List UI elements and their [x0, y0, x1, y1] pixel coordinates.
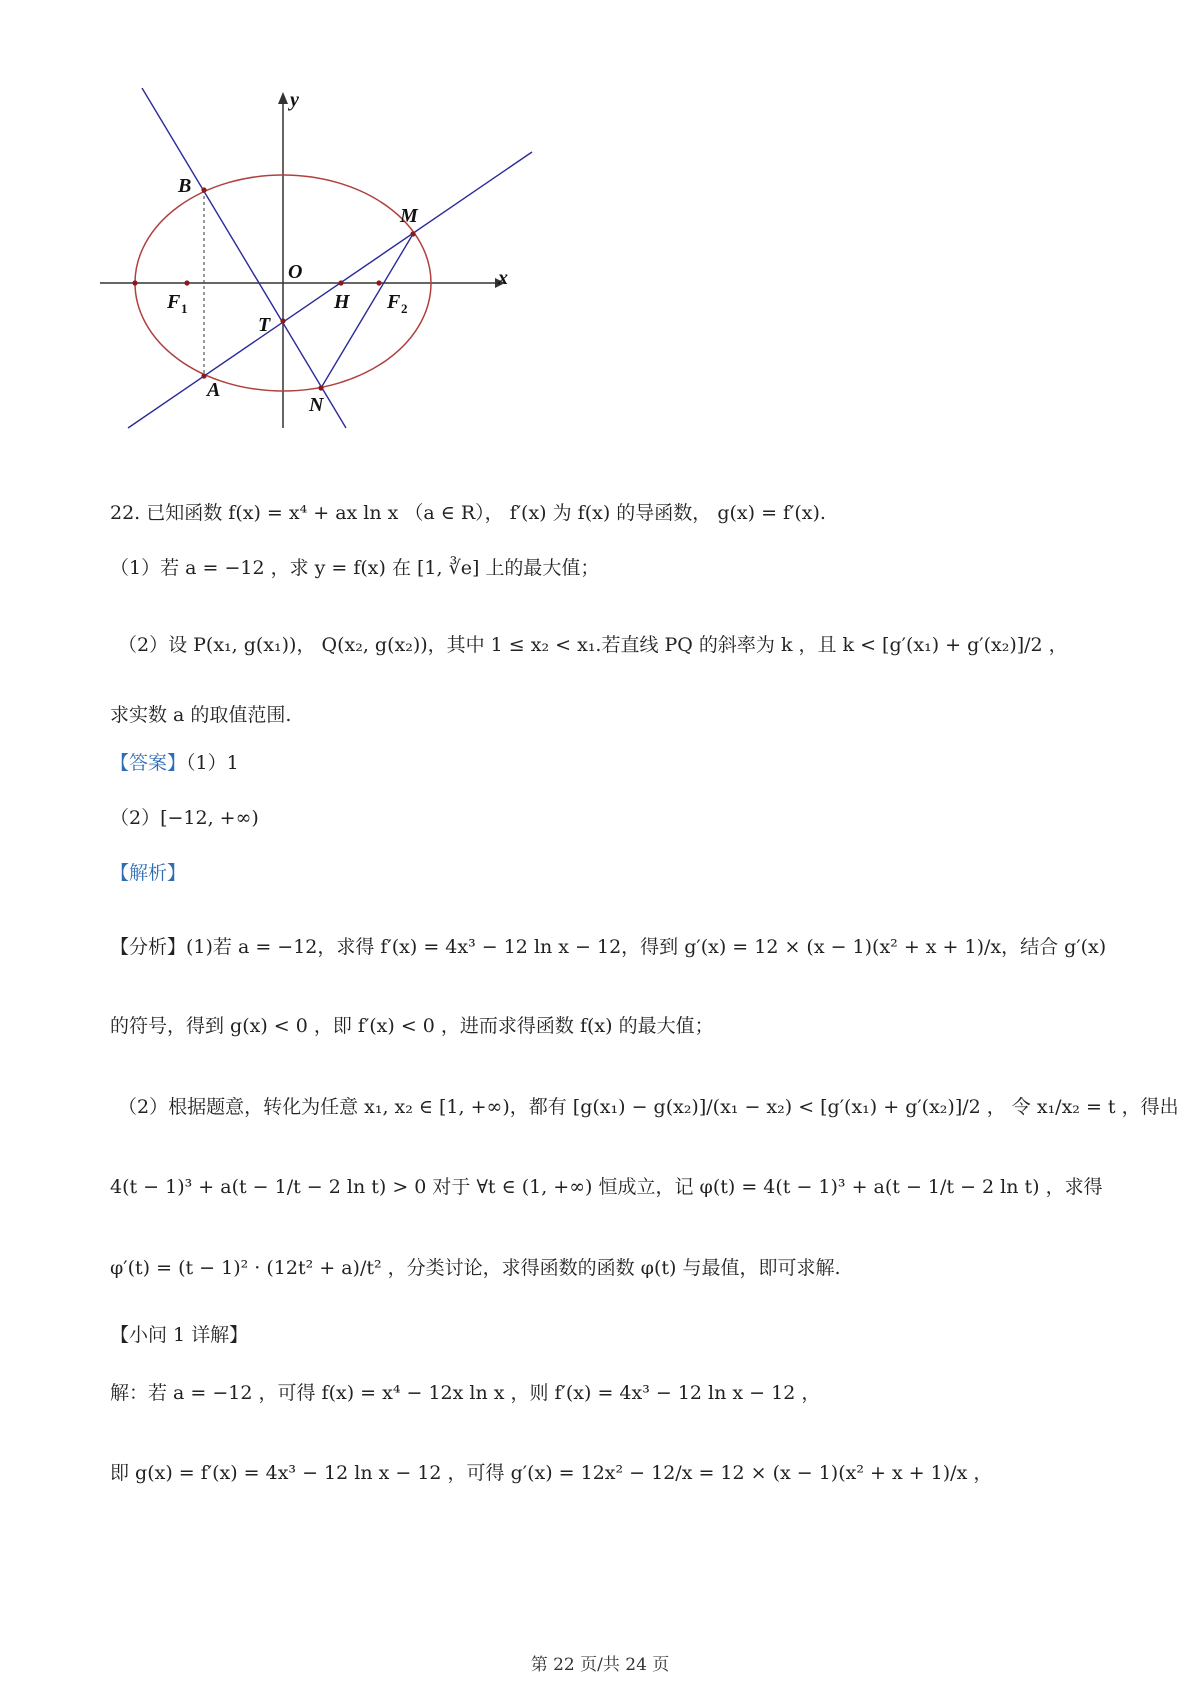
problem-part2-line1: （2）设 P(x₁, g(x₁))， Q(x₂, g(x₂))，其中 1 ≤ x₂ < x₁.若直线 PQ 的斜率为 k ，且 k < [g′(x₁) + g′(x₂)]/2 ，: [118, 634, 1068, 656]
answer-part2: （2）[−12, +∞): [110, 807, 259, 829]
point-t: [280, 318, 285, 323]
answer-block: [110, 748, 239, 778]
analysis-line-2: 的符号，得到 g(x) < 0 ，即 f′(x) < 0 ，进而求得函数 f(x) 的最大值；: [110, 1015, 714, 1037]
label-o: O: [288, 261, 303, 283]
label-t: T: [258, 314, 271, 336]
label-a: A: [207, 379, 221, 401]
problem-part1: （1）若 a = −12 ，求 y = f(x) 在 [1, ∛e] 上的最大值；: [110, 557, 600, 579]
label-y: y: [290, 89, 299, 111]
detail-line-2: 即 g(x) = f′(x) = 4x³ − 12 ln x − 12 ，可得 g′(x) = 12x² − 12/x = 12 × (x − 1)(x² + x + 1)/x ，: [110, 1462, 993, 1484]
analysis-line-5: φ′(t) = (t − 1)² · (12t² + a)/t² ，分类讨论，求得函数的函数 φ(t) 与最值，即可求解.: [110, 1257, 841, 1279]
point-b: [201, 187, 206, 192]
answer-tag: 【答案】: [110, 752, 187, 774]
label-h: H: [334, 291, 350, 313]
point-f1: [184, 280, 189, 285]
ellipse-figure: [100, 88, 590, 478]
answer-part1: （1）1: [186, 752, 239, 774]
problem-stem: 22. 已知函数 f(x) = x⁴ + ax ln x （a ∈ R）， f′(x) 为 f(x) 的导函数， g(x) = f′(x).: [110, 502, 826, 524]
analysis-line-4: 4(t − 1)³ + a(t − 1/t − 2 ln t) > 0 对于 ∀t ∈ (1, +∞) 恒成立，记 φ(t) = 4(t − 1)³ + a(t − 1/t − 2 ln t) ，求得: [110, 1176, 1103, 1198]
point-m: [410, 231, 415, 236]
page-footer: 第 22 页/共 24 页: [530, 1655, 670, 1675]
point-a: [201, 373, 206, 378]
problem-part2-line2: 求实数 a 的取值范围.: [110, 704, 292, 726]
label-f2-sub: 2: [401, 301, 408, 316]
detail-line-1: 解：若 a = −12 ，可得 f(x) = x⁴ − 12x ln x ，则 f′(x) = 4x³ − 12 ln x − 12 ，: [110, 1382, 821, 1404]
label-b: B: [178, 175, 192, 197]
analysis-tag: 【解析】: [110, 862, 187, 884]
ellipse-diagram: [100, 88, 590, 478]
analysis-line-1: 【分析】(1)若 a = −12，求得 f′(x) = 4x³ − 12 ln x − 12，得到 g′(x) = 12 × (x − 1)(x² + x + 1)/x，结合 g′(x): [110, 936, 1107, 958]
line-b-n: [142, 88, 346, 428]
label-f1: F: [167, 291, 181, 313]
label-n: N: [309, 394, 324, 416]
label-x: x: [498, 267, 508, 289]
analysis-line-3: （2）根据题意，转化为任意 x₁, x₂ ∈ [1, +∞)，都有 [g(x₁) − g(x₂)]/(x₁ − x₂) < [g′(x₁) + g′(x₂)]/2 ， 令 x₁/x₂ = t ，得出: [118, 1096, 1179, 1118]
point-n: [318, 385, 323, 390]
detail-tag: 【小问 1 详解】: [110, 1324, 249, 1346]
label-f1-sub: 1: [181, 301, 188, 316]
point-f2: [376, 280, 381, 285]
y-axis-arrow: [278, 92, 288, 104]
point-left-vertex: [132, 280, 137, 285]
label-m: M: [400, 205, 418, 227]
label-f2: F: [387, 291, 401, 313]
point-h: [338, 280, 343, 285]
